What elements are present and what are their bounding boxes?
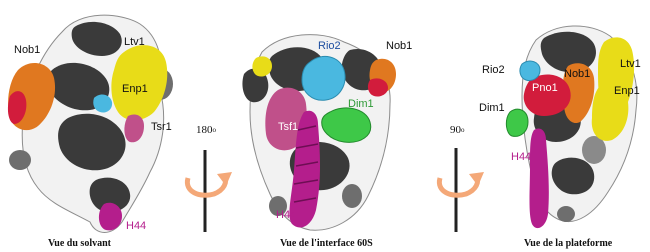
rio2-density-platform: [520, 61, 540, 80]
label-rio2-platform: Rio2: [482, 64, 505, 76]
grey-knob-platform-lower: [557, 206, 575, 222]
label-ltv1-platform: Ltv1: [620, 58, 641, 70]
label-h44-platform: H44: [511, 151, 532, 163]
curved-rotation-arrow-icon-2: [439, 176, 477, 195]
degree-symbol-2: o: [461, 126, 465, 134]
label-pno1-platform: Pno1: [532, 82, 558, 94]
grey-knob-platform-bottom: [582, 136, 606, 164]
rotation-arrow-head-2: [469, 172, 484, 186]
rio2-density-interface: [302, 56, 345, 100]
rotation-degrees-90: 90$^o$: [450, 124, 465, 136]
label-enp1-solvent: Enp1: [122, 83, 148, 95]
label-nob1-interface: Nob1: [386, 40, 413, 52]
label-dim1-interface: Dim1: [348, 98, 374, 110]
label-dim1-platform: Dim1: [479, 102, 505, 114]
label-h44-solvent: H44: [126, 220, 147, 232]
label-tsf1-interface: Tsf1: [278, 121, 299, 133]
caption-solvent-view: Vue du solvant: [48, 238, 111, 249]
grey-knob-interface-bottom: [342, 184, 362, 208]
interface-view-panel: [242, 35, 396, 231]
grey-knob-solvent-left: [9, 150, 31, 170]
label-enp1-platform: Enp1: [614, 85, 640, 97]
caption-platform-view: Vue de la plateforme: [524, 238, 613, 249]
rotation-arrow-head: [217, 172, 232, 186]
caption-interface-view: Vue de l'interface 60S: [280, 238, 373, 249]
label-ltv1-solvent: Ltv1: [124, 36, 145, 48]
label-rio2-interface: Rio2: [318, 40, 341, 52]
label-nob1-platform: Nob1: [564, 68, 591, 80]
rotation-marker-90: [439, 148, 484, 232]
platform-view-panel: [506, 26, 636, 228]
rotation-degrees-180: 180$^o$: [196, 124, 216, 136]
h44-helix-platform: [530, 128, 549, 228]
dim1-density-platform: [506, 109, 528, 136]
rotation-marker-180: [187, 150, 232, 232]
label-h44-interface: H44: [276, 209, 297, 221]
label-nob1-solvent: Nob1: [14, 44, 41, 56]
degree-symbol: o: [212, 126, 216, 134]
label-tsr1-solvent: Tsr1: [151, 121, 172, 133]
